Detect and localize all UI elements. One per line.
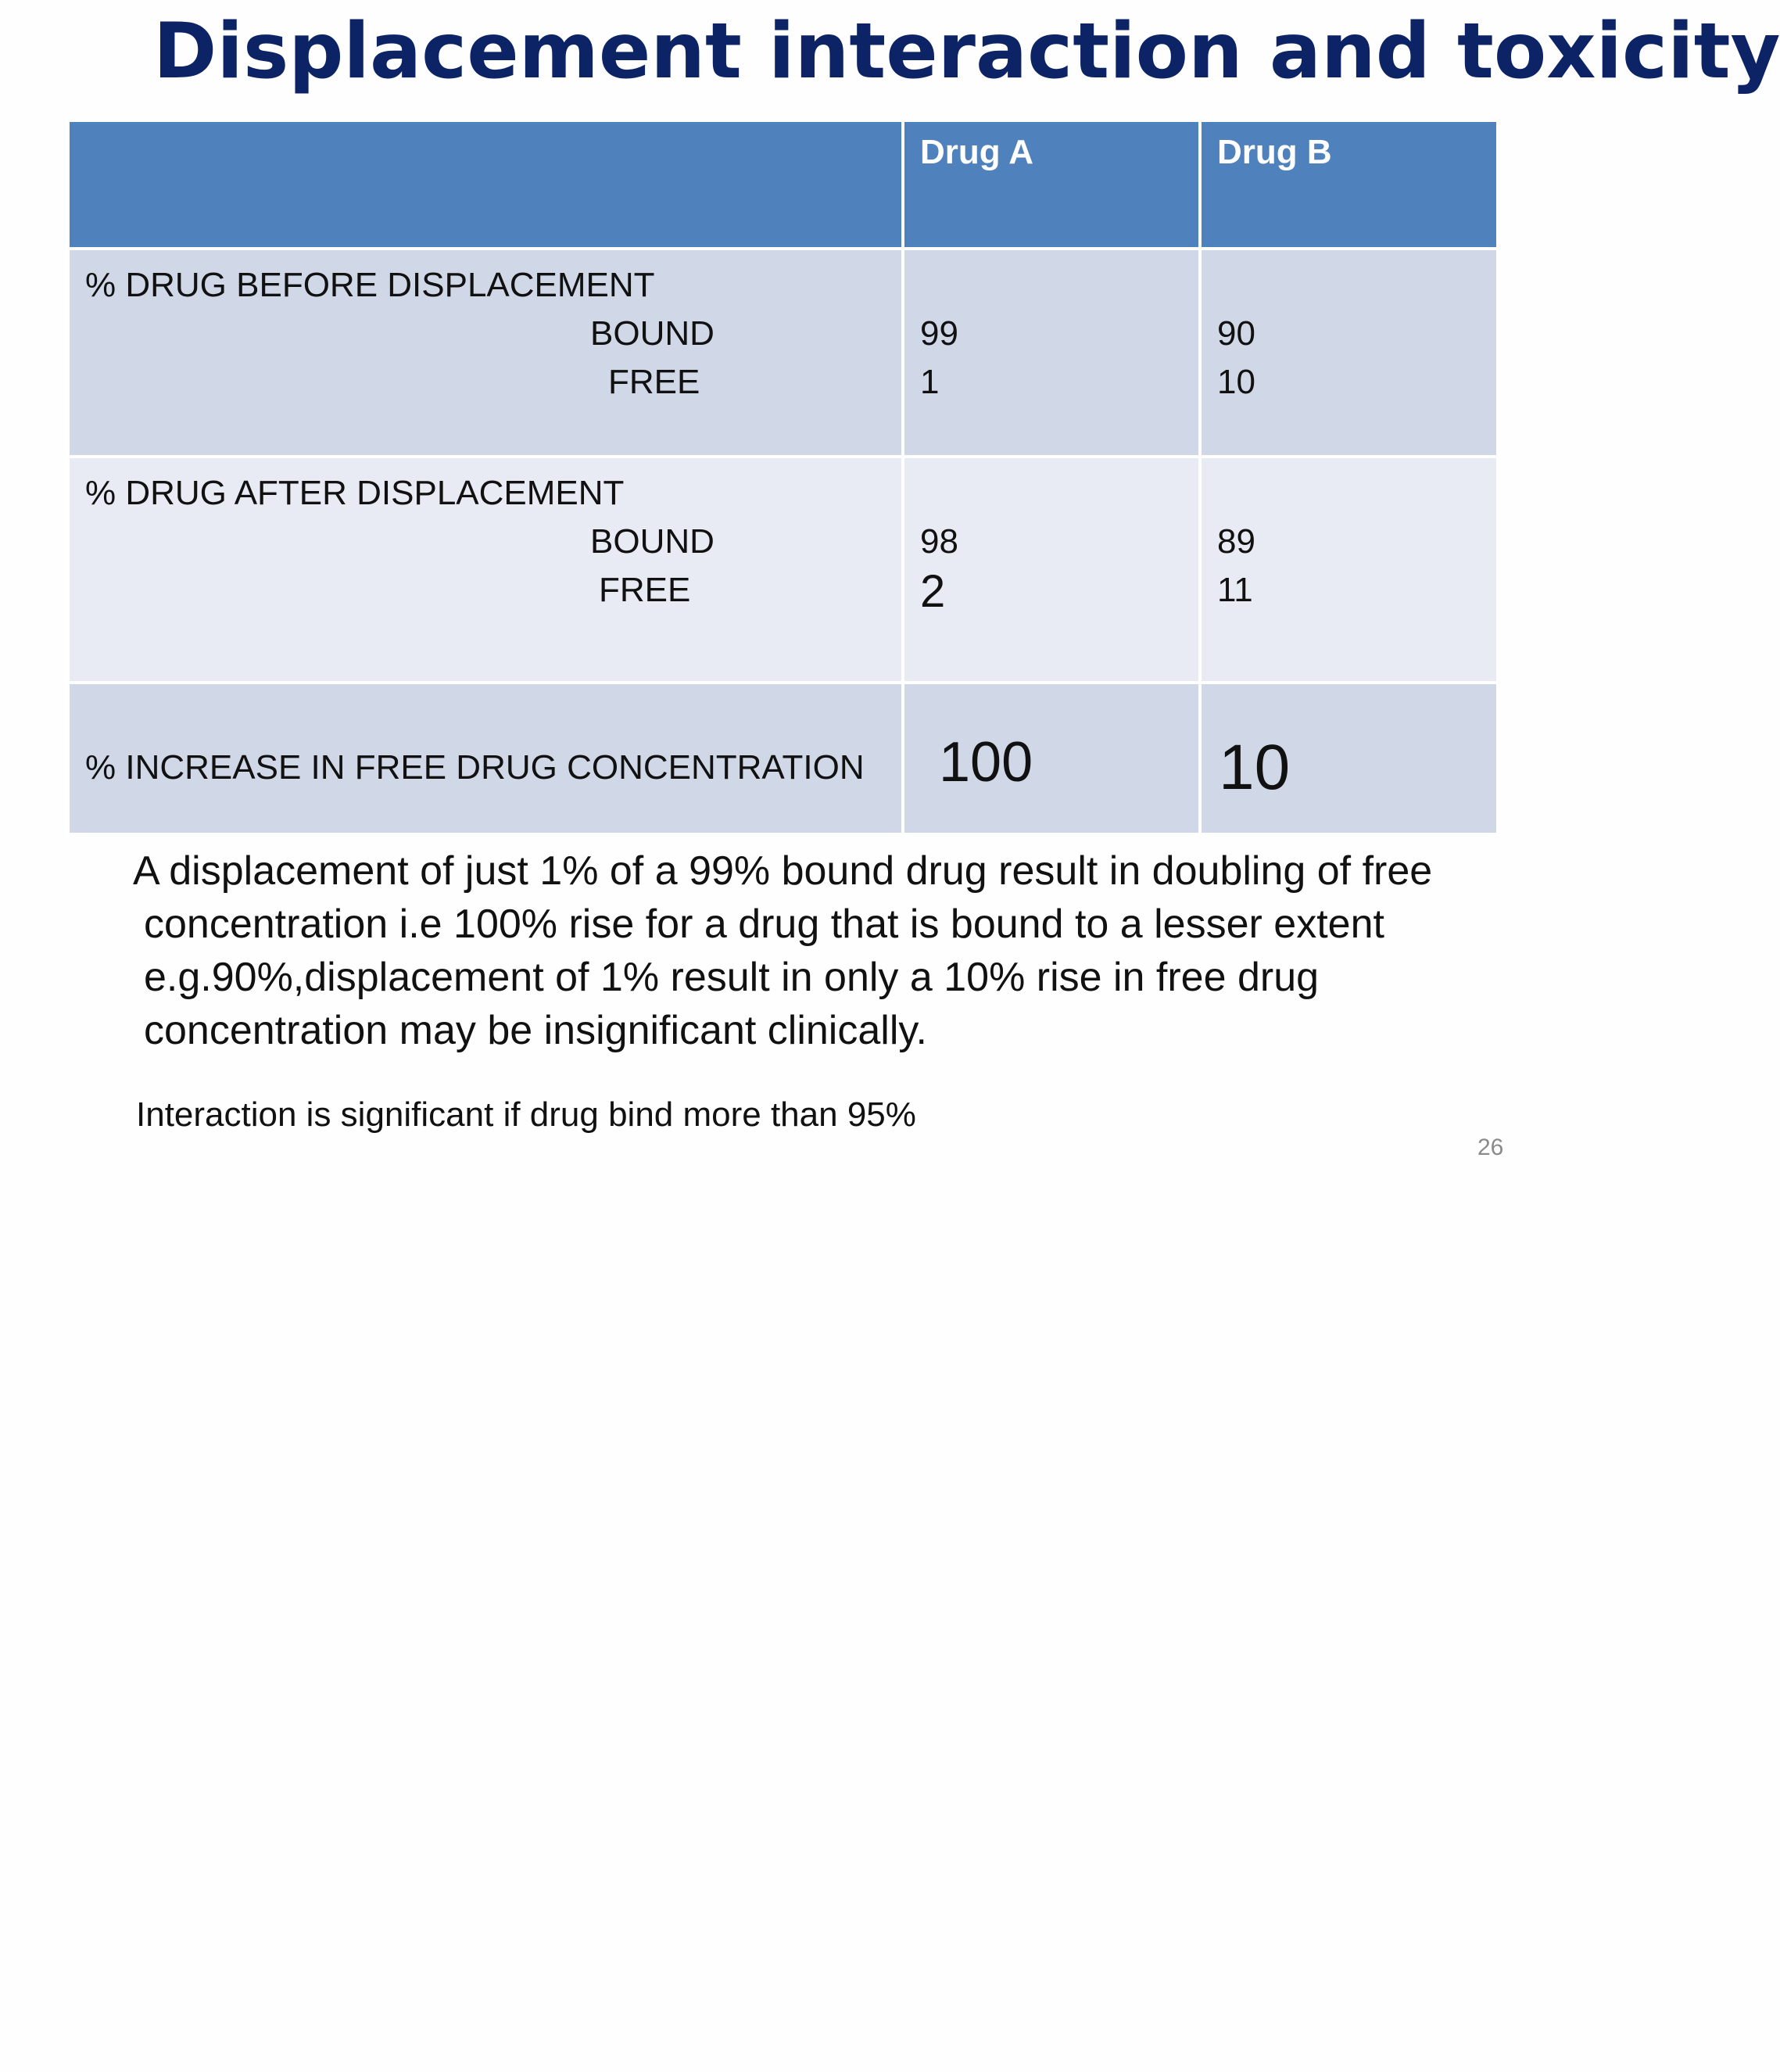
paragraph-line: A displacement of just 1% of a 99% bound drug result in doubling of free — [133, 848, 1433, 894]
row-label-cell — [68, 457, 903, 683]
drug-a-bound-value: 98 — [920, 522, 958, 561]
displacement-table — [66, 119, 1499, 836]
slide-title: Displacement interaction and toxicity — [153, 7, 1780, 96]
sub-label-free: FREE — [608, 363, 700, 401]
header-cell-empty — [68, 120, 903, 249]
drug-a-free-value: 1 — [920, 363, 940, 401]
drug-b-free-value: 11 — [1217, 571, 1253, 609]
sub-label-bound: BOUND — [590, 522, 715, 561]
drug-a-cell — [903, 249, 1200, 457]
paragraph-line: concentration i.e 100% rise for a drug that is bound to a lesser extent — [144, 902, 1384, 947]
row-label: % INCREASE IN FREE DRUG CONCENTRATION — [85, 748, 865, 787]
drug-a-cell — [903, 457, 1200, 683]
row-label-cell — [68, 249, 903, 457]
drug-b-bound-value: 89 — [1217, 522, 1255, 561]
drug-b-free-value: 10 — [1217, 363, 1255, 401]
table-row-before-displacement — [68, 249, 1498, 457]
sub-label-bound: BOUND — [590, 314, 715, 353]
table-header-row — [68, 120, 1498, 249]
significance-note: Interaction is significant if drug bind more than 95% — [136, 1095, 916, 1134]
header-cell-drug-b: Drug B — [1200, 120, 1498, 249]
row-label-cell — [68, 683, 903, 834]
header-cell-drug-a: Drug A — [903, 120, 1200, 249]
paragraph-line: concentration may be insignificant clinically. — [144, 1008, 927, 1053]
drug-b-cell — [1200, 457, 1498, 683]
drug-b-increase-value: 10 — [1219, 732, 1291, 803]
table-row-increase — [68, 683, 1498, 834]
drug-b-bound-value: 90 — [1217, 314, 1255, 353]
drug-b-cell — [1200, 683, 1498, 834]
drug-a-free-value: 2 — [920, 566, 946, 617]
drug-a-bound-value: 99 — [920, 314, 958, 353]
page-number: 26 — [1477, 1135, 1504, 1160]
drug-b-cell — [1200, 249, 1498, 457]
table-row-after-displacement — [68, 457, 1498, 683]
row-label: % DRUG AFTER DISPLACEMENT — [85, 474, 625, 512]
explanation-paragraph — [133, 844, 1556, 1057]
sub-label-free: FREE — [599, 571, 691, 609]
drug-a-cell — [903, 683, 1200, 834]
row-label: % DRUG BEFORE DISPLACEMENT — [85, 266, 655, 304]
drug-a-increase-value: 100 — [939, 731, 1033, 794]
paragraph-line: e.g.90%,displacement of 1% result in only a 10% rise in free drug — [144, 955, 1320, 1000]
